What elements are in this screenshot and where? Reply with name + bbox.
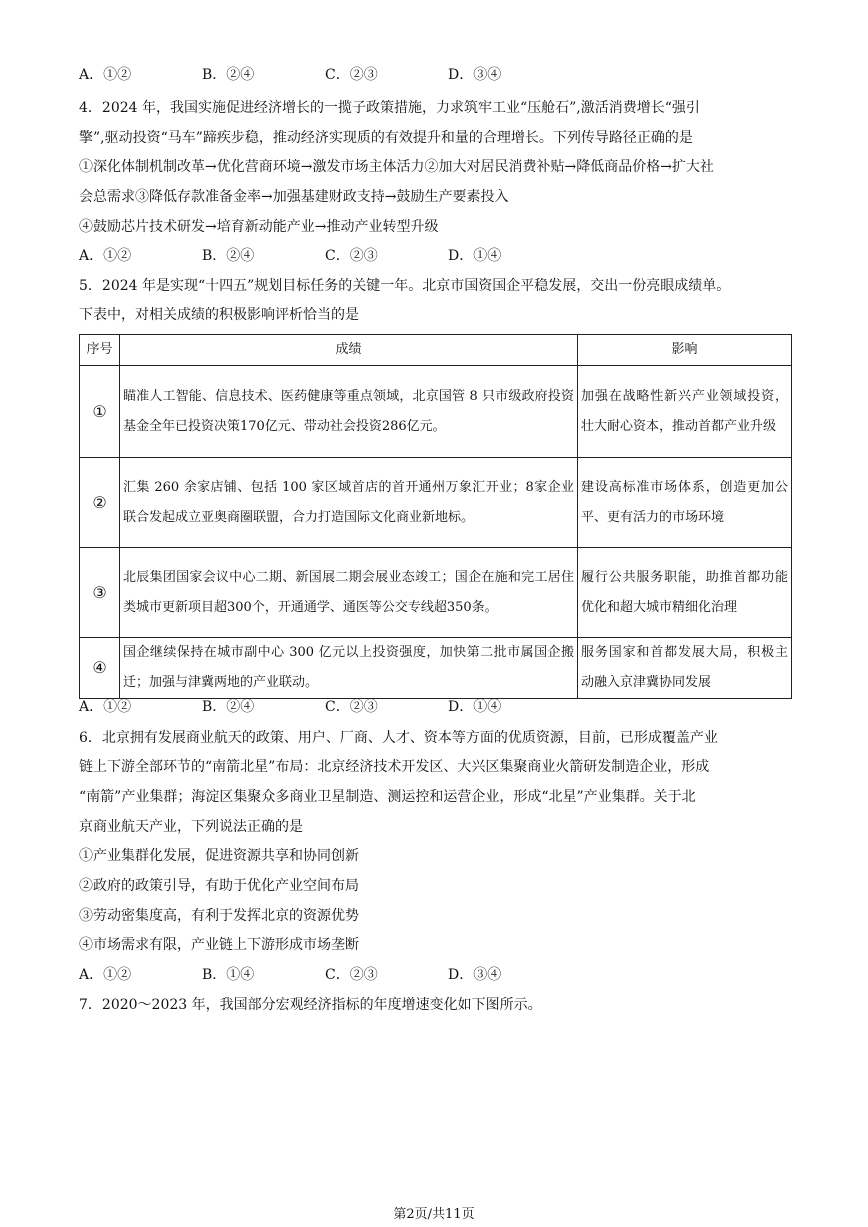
row-achievement: 汇集 260 余家店铺、包括 100 家区域首店的首开通州万象汇开业；8家企业联合发起成立亚奥商圈联盟，合力打造国际文化商业新地标。 bbox=[120, 458, 578, 548]
table-row bbox=[80, 638, 792, 699]
row-impact: 履行公共服务职能，助推首都功能优化和超大城市精细化治理 bbox=[578, 548, 792, 638]
q5-option-c: C．②③ bbox=[325, 699, 378, 715]
row-number: ① bbox=[80, 366, 120, 458]
q7-stem: 7．2020～2023 年，我国部分宏观经济指标的年度增速变化如下图所示。 bbox=[79, 997, 542, 1013]
q5-option-a: A．①② bbox=[79, 699, 132, 715]
header-impact: 影响 bbox=[578, 335, 792, 366]
q5-options bbox=[79, 697, 798, 717]
q6-stem-line-1: 6．北京拥有发展商业航天的政策、用户、厂商、人才、资本等方面的优质资源，目前，已形成覆盖产业 bbox=[79, 730, 718, 746]
header-achievement: 成绩 bbox=[120, 335, 578, 366]
q5-option-d: D．①④ bbox=[448, 699, 502, 715]
row-achievement: 国企继续保持在城市副中心 300 亿元以上投资强度，加快第二批市属国企搬迁；加强与津冀两地的产业联动。 bbox=[120, 638, 578, 699]
q6-stem-line-4: 京商业航天产业，下列说法正确的是 bbox=[79, 819, 303, 835]
table-row bbox=[80, 366, 792, 458]
q3-option-c: C．②③ bbox=[325, 67, 378, 83]
page-footer: 第2页/共11页 bbox=[393, 1207, 475, 1222]
q6-option-b: B．①④ bbox=[202, 967, 255, 983]
q3-option-d: D．③④ bbox=[448, 67, 502, 83]
row-impact: 建设高标准市场体系，创造更加公平、更有活力的市场环境 bbox=[578, 458, 792, 548]
q4-stem-line-1: 4．2024 年，我国实施促进经济增长的一揽子政策措施，力求筑牢工业“压舱石”,激活消费增长“强引 bbox=[79, 100, 700, 116]
q6-options bbox=[79, 965, 798, 985]
q6-statement-1: ①产业集群化发展，促进资源共享和协同创新 bbox=[79, 848, 359, 864]
q4-option-b: B．②④ bbox=[202, 248, 255, 264]
q4-option-a: A．①② bbox=[79, 248, 132, 264]
q3-options bbox=[79, 65, 798, 85]
q4-stem-line-3: ①深化体制机制改革→优化营商环境→激发市场主体活力②加大对居民消费补贴→降低商品价格→扩大社 bbox=[79, 159, 714, 175]
row-achievement: 瞄准人工智能、信息技术、医药健康等重点领域，北京国管 8 只市级政府投资基金全年已投资决策170亿元、带动社会投资286亿元。 bbox=[120, 366, 578, 458]
row-achievement: 北辰集团国家会议中心二期、新国展二期会展业态竣工；国企在施和完工居住类城市更新项目超300个，开通通学、通医等公交专线超350条。 bbox=[120, 548, 578, 638]
q6-statement-2: ②政府的政策引导，有助于优化产业空间布局 bbox=[79, 878, 359, 894]
row-impact: 服务国家和首都发展大局，积极主动融入京津冀协同发展 bbox=[578, 638, 792, 699]
row-number: ② bbox=[80, 458, 120, 548]
q6-option-d: D．③④ bbox=[448, 967, 502, 983]
q4-options bbox=[79, 246, 798, 266]
row-impact: 加强在战略性新兴产业领域投资，壮大耐心资本，推动首都产业升级 bbox=[578, 366, 792, 458]
row-number: ③ bbox=[80, 548, 120, 638]
q4-stem-line-2: 擎”,驱动投资“马车”蹄疾步稳，推动经济实现质的有效提升和量的合理增长。下列传导路径正确的是 bbox=[79, 130, 693, 146]
q6-option-a: A．①② bbox=[79, 967, 132, 983]
q6-statement-3: ③劳动密集度高，有利于发挥北京的资源优势 bbox=[79, 908, 359, 924]
q4-stem-line-4: 会总需求③降低存款准备金率→加强基建财政支持→鼓励生产要素投入 bbox=[79, 189, 509, 205]
q6-stem-line-3: “南箭”产业集群；海淀区集聚众多商业卫星制造、测运控和运营企业，形成“北星”产业集群。关于北 bbox=[79, 789, 696, 805]
row-number: ④ bbox=[80, 638, 120, 699]
q5-option-b: B．②④ bbox=[202, 699, 255, 715]
q3-option-b: B．②④ bbox=[202, 67, 255, 83]
q6-statement-4: ④市场需求有限，产业链上下游形成市场垄断 bbox=[79, 937, 359, 953]
q5-stem-line-2: 下表中，对相关成绩的积极影响评析恰当的是 bbox=[79, 307, 359, 323]
table-row bbox=[80, 458, 792, 548]
achievements-table bbox=[79, 334, 792, 699]
header-number: 序号 bbox=[80, 335, 120, 366]
table-header-row bbox=[80, 335, 792, 366]
q4-option-d: D．①④ bbox=[448, 248, 502, 264]
q6-option-c: C．②③ bbox=[325, 967, 378, 983]
q3-option-a: A．①② bbox=[79, 67, 132, 83]
q6-stem-line-2: 链上下游全部环节的“南箭北星”布局：北京经济技术开发区、大兴区集聚商业火箭研发制造企业，形成 bbox=[79, 759, 710, 775]
q4-option-c: C．②③ bbox=[325, 248, 378, 264]
table-row bbox=[80, 548, 792, 638]
q5-stem-line-1: 5．2024 年是实现“十四五”规划目标任务的关键一年。北京市国资国企平稳发展，交出一份亮眼成绩单。 bbox=[79, 278, 731, 294]
q4-stem-line-5: ④鼓励芯片技术研发→培育新动能产业→推动产业转型升级 bbox=[79, 219, 439, 235]
